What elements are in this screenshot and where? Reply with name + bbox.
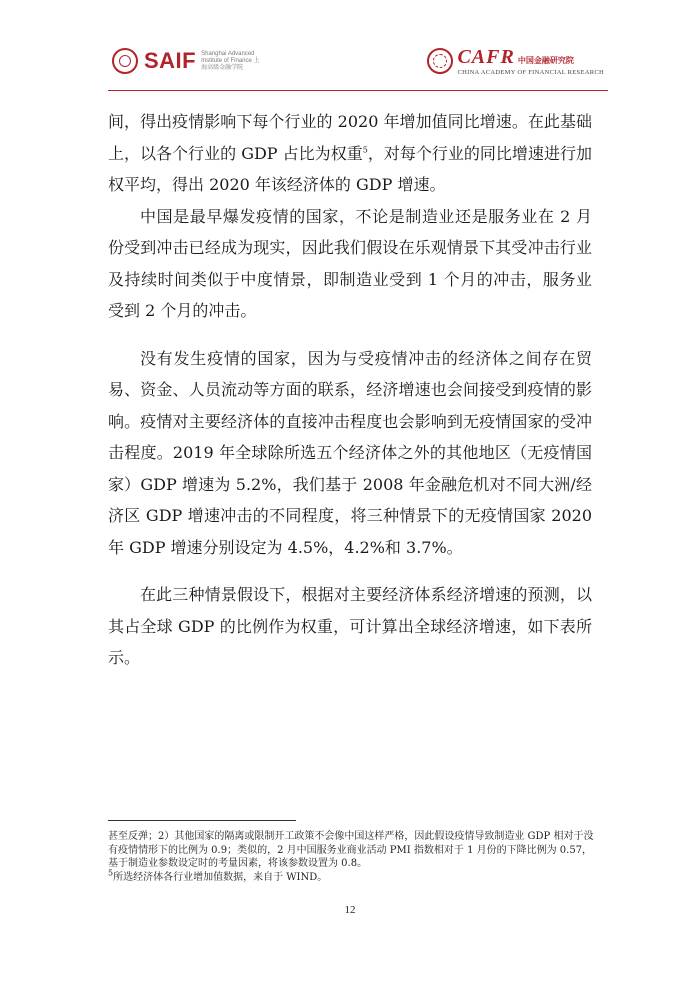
saif-logo <box>112 48 261 74</box>
page-header <box>112 40 604 84</box>
footnotes <box>108 830 598 884</box>
footnote-divider <box>108 820 296 821</box>
paragraph-4: 在此三种情景假设下，根据对主要经济体系经济增速的预测，以其占全球 GDP 的比例作为权重，可计算出全球经济增速，如下表所示。 <box>108 585 592 667</box>
cafr-logo <box>427 46 604 76</box>
saif-subtitle: Shanghai Advanced Institute of Finance 上海高级金融学院 <box>201 50 260 71</box>
footnote-continued: 甚至反弹；2）其他国家的隔离或限制开工政策不会像中国这样严格，因此假设疫情导致制造业 GDP 相对于没有疫情情形下的比例为 0.9；类似的，2 月中国服务业商业活动 PMI 指数相对于 1 月份的下降比例为 0.57，基于制造业参数设定时的考量因素，将该参数设置为 0.8。 <box>108 831 594 869</box>
page-number: 12 <box>344 904 356 916</box>
body-text <box>108 106 592 674</box>
footnote-mark: 5 <box>108 868 114 878</box>
cafr-chinese-name: 中国金融研究院 <box>517 55 574 65</box>
cafr-seal-icon <box>427 48 453 74</box>
paragraph-3: 没有发生疫情的国家，因为与受疫情冲击的经济体之间存在贸易、资金、人员流动等方面的联系，经济增速也会间接受到疫情的影响。疫情对主要经济体的直接冲击程度也会影响到无疫情国家的受冲击程度。2019 年全球除所选五个经济体之外的其他地区（无疫情国家）GDP 增速为 5.2%，我们基于 2008 年金融危机对不同大洲/经济区 GDP 增速冲击的不同程度，将三种情景下的无疫情国家 2020 年 GDP 增速分别设定为 4.5%，4.2%和 3.7%。 <box>108 348 592 557</box>
footnote-ref: 5 <box>362 145 368 155</box>
cafr-name: CAFR <box>457 46 515 68</box>
header-divider <box>108 90 608 91</box>
paragraph-1: 间，得出疫情影响下每个行业的 2020 年增加值同比增速。在此基础上，以各个行业的 GDP 占比为权重$^5$，对每个行业的同比增速进行加权平均，得出 2020 年该经济体的 GDP 增速。 <box>108 112 592 194</box>
cafr-english-name: CHINA ACADEMY OF FINANCIAL RESEARCH <box>457 69 604 76</box>
footnote-5: $^5$所选经济体各行业增加值数据，来自于 WIND。 <box>108 868 328 883</box>
saif-name: SAIF <box>144 48 197 73</box>
saif-seal-icon <box>112 48 138 74</box>
paragraph-2: 中国是最早爆发疫情的国家，不论是制造业还是服务业在 2 月份受到冲击已经成为现实，因此我们假设在乐观情景下其受冲击行业及持续时间类似于中度情景，即制造业受到 1 个月的冲击，服务业受到 2 个月的冲击。 <box>108 206 592 320</box>
